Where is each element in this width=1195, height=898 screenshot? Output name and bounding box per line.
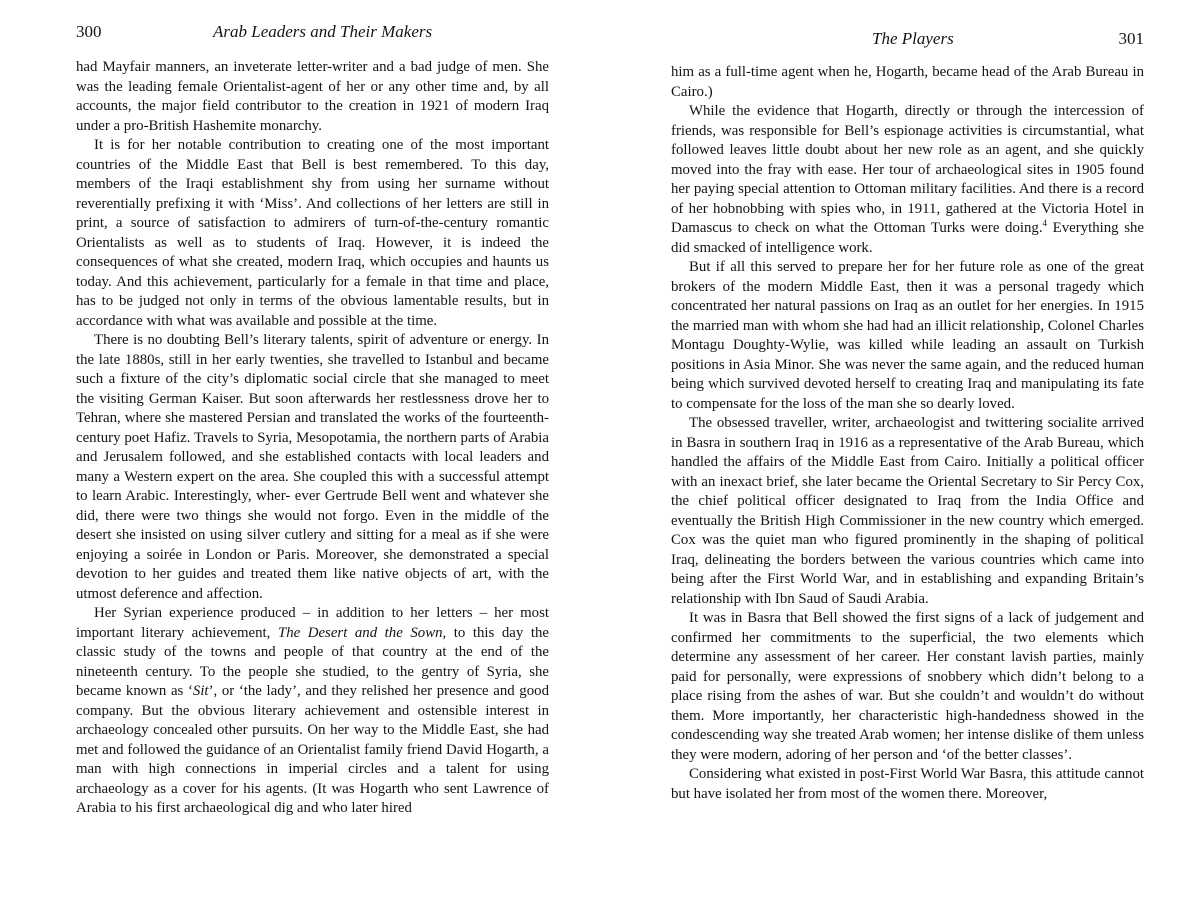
paragraph-text: Everything she did smacked of intelligence work. xyxy=(671,220,1144,256)
running-title-left: Arab Leaders and Their Makers xyxy=(213,22,433,41)
paragraph: It is for her notable contribution to creating one of the most important countries of the Middle East that Bell is best remembered. To this day, members of the Iraqi establishment shy from using her surname without reverentially prefixing it with ‘Miss’. And collections of her letters are still in print, a source of satisfaction to admirers of turn-of-the-century romantic Orientalists as well as to students of Iraq. However, it is indeed the consequences of what she created, modern Iraq, which occupies and haunts us today. And this achievement, particularly for a female in that time and place, has to be judged not only in terms of the obvious lamentable results, but in accordance with what was available and possible at the time. xyxy=(76,137,549,329)
left-page-body xyxy=(76,58,549,819)
paragraph-text: While the evidence that Hogarth, directly or through the intercession of friends, was responsible for Bell’s espionage activities is circumstantial, what followed leaves little doubt about her new role as an agent, and she quickly moved into the fray with ease. Her tour of archaeological sites in 1905 found her paying special attention to Ottoman military facilities. And there is a record of her hobnobbing with spies who, in 1911, gathered at the Victoria Hotel in Damascus to check on what the Ottoman Turks were doing. xyxy=(671,103,1144,236)
paragraph: There is no doubting Bell’s literary talents, spirit of adventure or energy. In the late 1880s, still in her early twenties, she travelled to Istanbul and became such a fixture of the city’s diplomatic social circle that she managed to meet the visiting German Kaiser. But soon afterwards her restlessness drove her to Tehran, where she mastered Persian and translated the works of the fourteenth-century poet Hafiz. Travels to Syria, Mesopotamia, the northern parts of Arabia and Jerusalem followed, and she established contacts with local leaders and many a Western expert on the area. She coupled this with a successful attempt to learn Arabic. Interestingly, wher- ever Gertrude Bell went and whatever she did, there were two things she would not forgo. Even in the middle of the desert she insisted on using silver cutlery and sitting for a meal as if she were enjoying a soirée in London or Paris. Moreover, she demonstrated a special devotion to her guides and treated them like native objects of art, with the utmost deference and affection. xyxy=(76,332,549,602)
paragraph xyxy=(671,102,1144,258)
paragraph: But if all this served to prepare her for her future role as one of the great brokers of the modern Middle East, then it was a personal tragedy which concentrated her natural passions on Iraq as an outlet for her energies. In 1915 the married man with whom she had had an illicit relationship, Colonel Charles Montagu Doughty-Wylie, was killed while leading an assault on Turkish positions in Asia Minor. She was never the same again, and the reduced human being which survived devoted herself to creating Iraq and manipulating its fate to compensate for the loss of the man she so dearly loved. xyxy=(671,259,1144,412)
page-number-right: 301 xyxy=(1118,29,1144,48)
book-title: The Desert and the Sown xyxy=(277,624,443,641)
page-number-left: 300 xyxy=(76,22,102,41)
footnote-marker: 4 xyxy=(1042,218,1048,229)
right-page-body xyxy=(671,63,1144,804)
paragraph: It was in Basra that Bell showed the first signs of a lack of judgement and confirmed her commitments to the superficial, the two elements which determine any assessment of her career. Her constant lavish parties, mainly paid for personally, were expressions of snobbery which didn’t belong to a place rising from the ashes of war. But she couldn’t and wouldn’t do without them. More importantly, her characteristic high-handedness showed in the condescending way she treated Arab women; her intense dislike of them unless they were modern, adoring of her person and ‘of the better classes’. xyxy=(671,610,1144,763)
paragraph: The obsessed traveller, writer, archaeologist and twittering socialite arrived in Basra in southern Iraq in 1916 as a representative of the Arab Bureau, which handled the affairs of the Middle East from Cairo. Initially a political officer with an inexact brief, she later became the Oriental Secretary to Sir Percy Cox, the chief political officer designated to Iraq from the India Office and eventually the British High Commissioner in the new country which emerged. Cox was the quiet man who figured prominently in the shaping of political Iraq, delineating the borders between the various countries which came into being after the First World War, and in establishing and expanding Britain’s relationship with Ibn Saud of Saudi Arabia. xyxy=(671,415,1144,607)
running-title-right: The Players xyxy=(872,29,954,48)
paragraph-text: ’, or ‘the lady’, and they relished her presence and good company. But the obvious literary achievement and ostensible interest in archaeology concealed other pursuits. On her way to the Middle East, she had met and followed the guidance of an Orientalist family friend David Hogarth, a man with high connections in imperial circles and a talent for using archaeology as a cover for his agents. (It was Hogarth who sent Lawrence of Arabia to his first archaeological dig and who later hired xyxy=(76,683,549,816)
paragraph: had Mayfair manners, an inveterate letter-writer and a bad judge of men. She was the leading female Orientalist-agent of her or any other time and, by all accounts, the major field contributor to the creation in 1921 of modern Iraq under a pro-British Hashemite monarchy. xyxy=(76,59,549,134)
paragraph-text: Her Syrian experience produced – in addition to her letters – her most important literary achievement, xyxy=(76,605,549,641)
paragraph-text: , to this day the classic study of the towns and people of that country at the end of the nineteenth century. To the people she studied, to the gentry of Syria, she became known as ‘ xyxy=(76,624,549,699)
paragraph: him as a full-time agent when he, Hogarth, became head of the Arab Bureau in Cairo.) xyxy=(671,64,1144,100)
italic-term: Sit xyxy=(192,683,209,699)
paragraph xyxy=(76,604,549,819)
right-page-header xyxy=(671,29,1144,55)
left-page-header xyxy=(76,22,549,48)
paragraph: Considering what existed in post-First World War Basra, this attitude cannot but have isolated her from most of the women there. Moreover, xyxy=(671,766,1144,802)
